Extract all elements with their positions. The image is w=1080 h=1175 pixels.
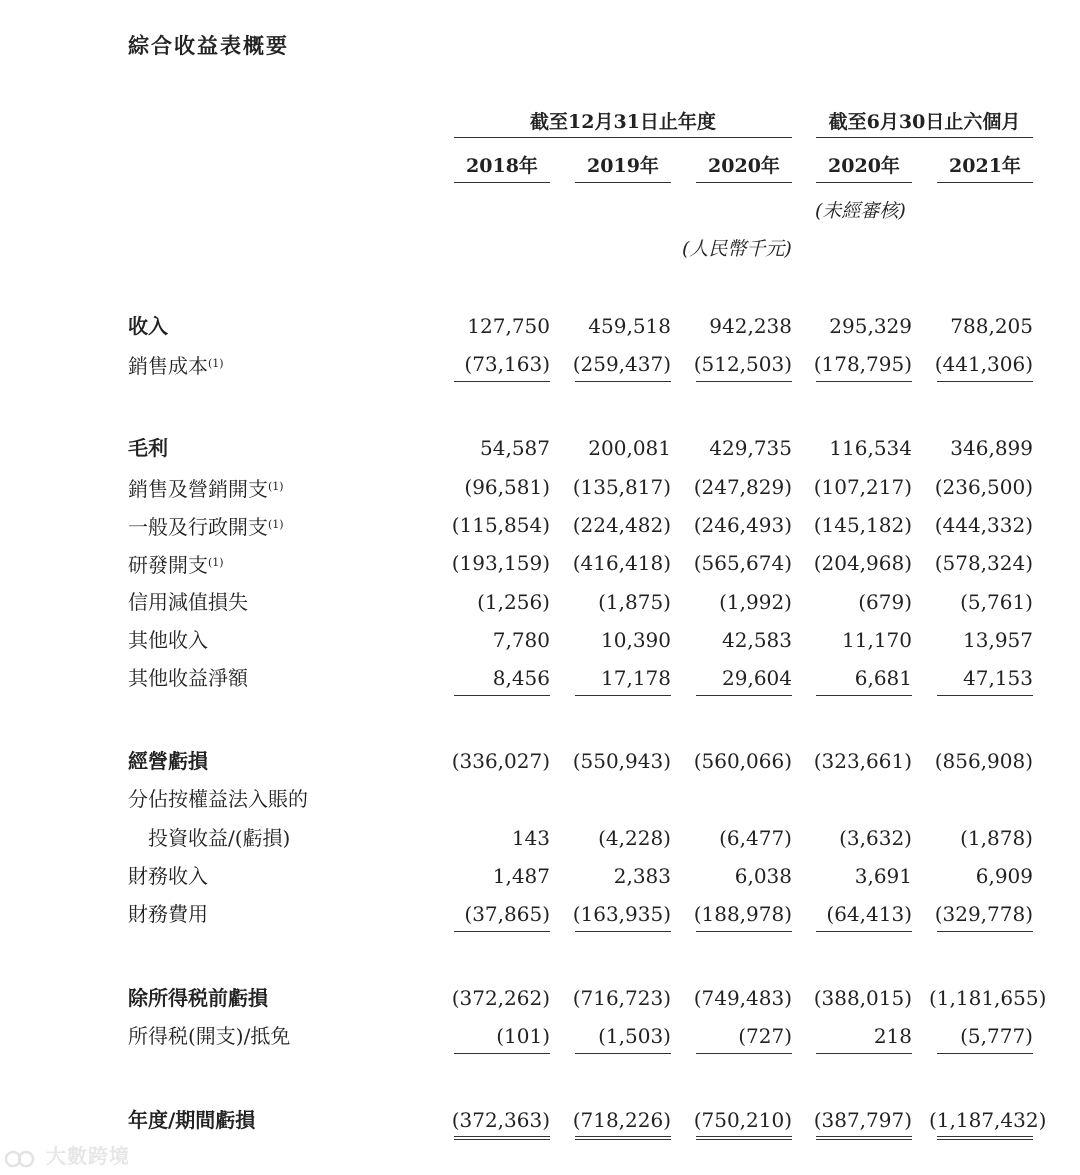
row-label: 其他收入	[128, 628, 208, 652]
table-row-credit-impairment	[0, 587, 1080, 617]
cell-2018: (372,363)	[451, 1108, 550, 1132]
cell-2020-h1: 6,681	[854, 666, 912, 690]
cell-2021-h1: (5,761)	[960, 590, 1033, 614]
table-row-cost-of-sales	[0, 349, 1080, 379]
cell-2020-h1: (204,968)	[813, 551, 912, 575]
table-row-loss-for-period	[0, 1105, 1080, 1135]
cell-2020-h1: 11,170	[842, 628, 912, 652]
table-row-research-development	[0, 548, 1080, 578]
row-label: 其他收益淨額	[128, 666, 248, 690]
watermark-text: 大數跨境	[45, 1144, 130, 1168]
header-year-2020: 2020年	[696, 150, 792, 183]
cell-2020: 29,604	[722, 666, 792, 690]
cell-2021-h1: (5,777)	[960, 1024, 1033, 1048]
cell-2019: (224,482)	[572, 513, 671, 537]
footnote-marker: (1)	[208, 357, 224, 370]
cell-2021-h1: (1,187,432)	[929, 1108, 1047, 1132]
table-row-investment-income-loss	[0, 823, 1080, 853]
cell-2018: (115,854)	[451, 513, 550, 537]
cell-2020-h1: (3,632)	[839, 826, 912, 850]
header-year-2019: 2019年	[575, 150, 671, 183]
subtotal-rule	[454, 1053, 550, 1054]
cell-2019: (1,503)	[598, 1024, 671, 1048]
subtotal-rule	[454, 695, 550, 696]
total-double-rule	[454, 1136, 550, 1140]
cell-2019: (716,723)	[572, 986, 671, 1010]
cell-2020: 6,038	[734, 864, 792, 888]
cell-2021-h1: (329,778)	[934, 902, 1033, 926]
row-label: 銷售及營銷開支$^{(1)}$	[128, 477, 284, 501]
cell-2019: (163,935)	[572, 902, 671, 926]
cell-2019: 459,518	[588, 314, 671, 338]
cell-2020: (6,477)	[719, 826, 792, 850]
header-year-2021-h1: 2021年	[937, 150, 1033, 183]
table-row-selling-marketing	[0, 472, 1080, 502]
header-group-six-months: 截至6月30日止六個月	[816, 107, 1033, 138]
cell-2021-h1: (578,324)	[934, 551, 1033, 575]
subtotal-rule	[454, 931, 550, 932]
cell-2021-h1: (441,306)	[934, 352, 1033, 376]
cell-2020: (727)	[738, 1024, 792, 1048]
cell-2019: (259,437)	[572, 352, 671, 376]
cell-2020-h1: (178,795)	[813, 352, 912, 376]
table-row-general-admin	[0, 510, 1080, 540]
subtotal-rule	[937, 381, 1033, 382]
table-row-loss-before-tax	[0, 983, 1080, 1013]
row-label: 一般及行政開支$^{(1)}$	[128, 515, 284, 539]
subtotal-rule	[816, 695, 912, 696]
table-row-operating-loss	[0, 746, 1080, 776]
table-row-other-gains-net	[0, 663, 1080, 693]
subtotal-rule	[696, 695, 792, 696]
cell-2018: 143	[511, 826, 550, 850]
cell-2019: (718,226)	[572, 1108, 671, 1132]
subtotal-rule	[696, 931, 792, 932]
table-row-finance-costs	[0, 899, 1080, 929]
cell-2020-h1: (107,217)	[813, 475, 912, 499]
total-double-rule	[696, 1136, 792, 1140]
cell-2021-h1: 6,909	[975, 864, 1033, 888]
row-label: 所得税(開支)/抵免	[128, 1024, 291, 1048]
row-label: 毛利	[128, 436, 168, 460]
watermark	[4, 1140, 130, 1170]
cell-2020-h1: (387,797)	[813, 1108, 912, 1132]
cell-2019: 200,081	[588, 436, 671, 460]
row-label: 財務費用	[128, 902, 208, 926]
subtotal-rule	[696, 381, 792, 382]
subtotal-rule	[937, 1053, 1033, 1054]
subtotal-rule	[937, 695, 1033, 696]
table-row-other-income	[0, 625, 1080, 655]
cell-2018: 127,750	[467, 314, 550, 338]
currency-note: (人民幣千元)	[682, 238, 792, 260]
unaudited-note: (未經審核)	[815, 200, 906, 222]
table-row-gross-profit	[0, 433, 1080, 463]
cell-2018: 8,456	[492, 666, 550, 690]
watermark-logo-icon	[4, 1146, 38, 1170]
cell-2018: (101)	[496, 1024, 550, 1048]
cell-2019: (135,817)	[572, 475, 671, 499]
cell-2019: 10,390	[601, 628, 671, 652]
row-label: 研發開支$^{(1)}$	[128, 553, 224, 577]
cell-2020-h1: 295,329	[829, 314, 912, 338]
cell-2020-h1: (145,182)	[813, 513, 912, 537]
footnote-marker: (1)	[268, 518, 284, 531]
cell-2020-h1: 218	[873, 1024, 912, 1048]
row-label: 除所得税前虧損	[128, 986, 268, 1010]
row-label: 經營虧損	[128, 749, 208, 773]
total-double-rule	[575, 1136, 671, 1140]
cell-2020: (247,829)	[693, 475, 792, 499]
cell-2020: (749,483)	[693, 986, 792, 1010]
row-label: 信用減值損失	[128, 590, 248, 614]
total-double-rule	[937, 1136, 1033, 1140]
cell-2019: (1,875)	[598, 590, 671, 614]
cell-2021-h1: 13,957	[963, 628, 1033, 652]
cell-2020: 429,735	[709, 436, 792, 460]
cell-2020: (246,493)	[693, 513, 792, 537]
cell-2020-h1: (388,015)	[813, 986, 912, 1010]
cell-2018: (372,262)	[451, 986, 550, 1010]
cell-2020: (188,978)	[693, 902, 792, 926]
cell-2018: 7,780	[492, 628, 550, 652]
total-double-rule	[816, 1136, 912, 1140]
cell-2018: (193,159)	[451, 551, 550, 575]
cell-2018: (96,581)	[464, 475, 550, 499]
cell-2021-h1: 788,205	[950, 314, 1033, 338]
cell-2018: 54,587	[480, 436, 550, 460]
cell-2021-h1: (236,500)	[934, 475, 1033, 499]
cell-2021-h1: (1,181,655)	[929, 986, 1047, 1010]
cell-2020-h1: 3,691	[854, 864, 912, 888]
table-row-income-tax	[0, 1021, 1080, 1051]
cell-2018: (336,027)	[451, 749, 550, 773]
cell-2019: (416,418)	[572, 551, 671, 575]
cell-2020-h1: (323,661)	[813, 749, 912, 773]
cell-2020: (512,503)	[693, 352, 792, 376]
cell-2020: (750,210)	[693, 1108, 792, 1132]
cell-2018: (73,163)	[464, 352, 550, 376]
row-label: 投資收益/(虧損)	[148, 826, 291, 850]
subtotal-rule	[816, 1053, 912, 1054]
row-label: 財務收入	[128, 864, 208, 888]
subtotal-rule	[575, 931, 671, 932]
row-label: 銷售成本$^{(1)}$	[128, 354, 224, 378]
cell-2020-h1: (64,413)	[826, 902, 912, 926]
subtotal-rule	[937, 931, 1033, 932]
table-row-finance-income	[0, 861, 1080, 891]
cell-2019: (4,228)	[598, 826, 671, 850]
table-row-revenue	[0, 311, 1080, 341]
cell-2019: 2,383	[613, 864, 671, 888]
subtotal-rule	[575, 381, 671, 382]
cell-2018: (37,865)	[464, 902, 550, 926]
cell-2021-h1: 346,899	[950, 436, 1033, 460]
cell-2019: 17,178	[601, 666, 671, 690]
cell-2021-h1: (1,878)	[960, 826, 1033, 850]
cell-2018: 1,487	[492, 864, 550, 888]
header-year-2018: 2018年	[454, 150, 550, 183]
cell-2020-h1: (679)	[858, 590, 912, 614]
cell-2020: 42,583	[722, 628, 792, 652]
subtotal-rule	[575, 695, 671, 696]
row-label: 年度/期間虧損	[128, 1108, 256, 1132]
table-row-share-equity-method	[0, 784, 1080, 814]
row-label: 分佔按權益法入賬的	[128, 787, 308, 811]
cell-2019: (550,943)	[572, 749, 671, 773]
subtotal-rule	[816, 931, 912, 932]
row-label: 收入	[128, 314, 168, 338]
cell-2020: (1,992)	[719, 590, 792, 614]
subtotal-rule	[454, 381, 550, 382]
subtotal-rule	[696, 1053, 792, 1054]
cell-2020: 942,238	[709, 314, 792, 338]
subtotal-rule	[575, 1053, 671, 1054]
cell-2021-h1: (856,908)	[934, 749, 1033, 773]
cell-2020: (560,066)	[693, 749, 792, 773]
header-group-annual: 截至12月31日止年度	[454, 107, 792, 138]
cell-2021-h1: 47,153	[963, 666, 1033, 690]
page-title: 綜合收益表概要	[128, 33, 289, 58]
cell-2021-h1: (444,332)	[934, 513, 1033, 537]
cell-2020-h1: 116,534	[829, 436, 912, 460]
header-year-2020-h1: 2020年	[816, 150, 912, 183]
cell-2018: (1,256)	[477, 590, 550, 614]
cell-2020: (565,674)	[693, 551, 792, 575]
subtotal-rule	[816, 381, 912, 382]
footnote-marker: (1)	[268, 480, 284, 493]
footnote-marker: (1)	[208, 556, 224, 569]
